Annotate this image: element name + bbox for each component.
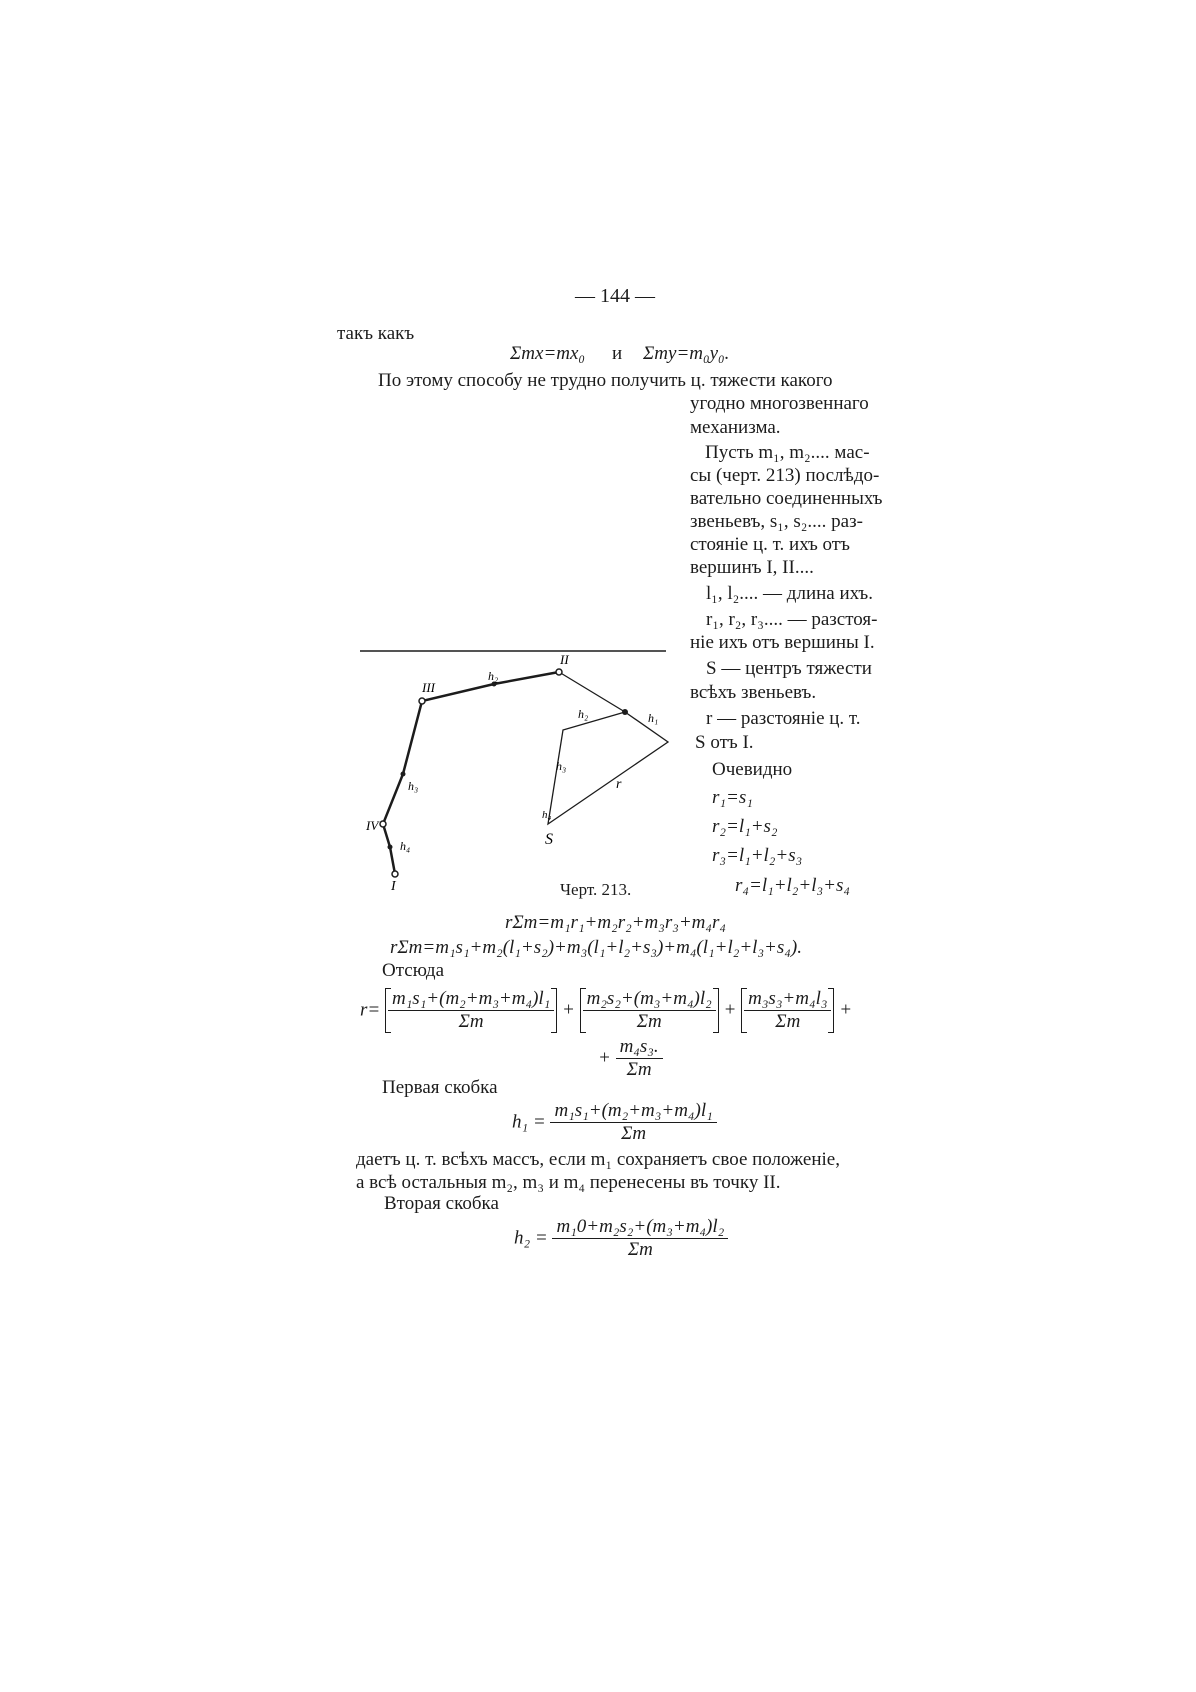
equation-h1-lhs: h₁ = (512, 1111, 546, 1133)
label-h4-inner: h₄ (542, 809, 552, 821)
text-line: Очевидно (712, 759, 793, 780)
label-h4: h₄ (400, 839, 411, 853)
plus-sign: + (839, 999, 853, 1021)
fraction-h2-den: Σm (627, 1239, 653, 1260)
text-line: такъ какъ (337, 323, 415, 344)
label-h2: h₂ (488, 669, 499, 683)
label-h1: h₁ (648, 711, 659, 725)
text-line: l₁, l₂.... — длина ихъ. (706, 583, 873, 604)
mechanism-figure (358, 642, 678, 902)
text-line: r₁, r₂, r₃.... — разстоя- (706, 609, 878, 630)
label-s: S (545, 831, 553, 848)
equation-r-tail (598, 1036, 663, 1081)
equation-r (360, 988, 852, 1033)
fraction-1-den: Σm (458, 1011, 484, 1032)
fraction-3-den: Σm (775, 1011, 801, 1032)
equation-h1 (512, 1100, 717, 1145)
text-line: вательно соединенныхъ (690, 488, 883, 509)
fraction-h1-den: Σm (621, 1123, 647, 1144)
equation-r4: r₄=l₁+l₂+l₃+s₄ (735, 875, 850, 896)
fraction-2 (583, 988, 716, 1033)
fraction-4-num: m₄s₃. (616, 1036, 663, 1059)
fraction-h2 (552, 1216, 728, 1261)
fraction-h2-num: m₁0+m₂s₂+(m₃+m₄)l₂ (552, 1216, 728, 1239)
label-h2-inner: h₂ (578, 707, 589, 721)
text-and: и (612, 343, 623, 364)
text-line: даетъ ц. т. всѣхъ массъ, если m₁ сохраняетъ свое положенiе, (356, 1149, 840, 1170)
text-line: Вторая скобка (384, 1193, 499, 1214)
text-line: а всѣ остальныя m₂, m₃ и m₄ перенесены въ точку II. (356, 1172, 781, 1193)
equation-r3: r₃=l₁+l₂+s₃ (712, 845, 803, 866)
text-line: S — центръ тяжести (706, 658, 872, 679)
fraction-4-den: Σm (626, 1059, 652, 1080)
equation-h2-lhs: h₂ = (514, 1227, 548, 1249)
text-line: Первая скобка (382, 1077, 498, 1098)
text-line: стоянiе ц. т. ихъ отъ (690, 534, 850, 555)
bracket-2 (580, 988, 719, 1033)
text-line: сы (черт. 213) послѣдо- (690, 465, 880, 486)
label-h3-inner: h₃ (556, 759, 567, 773)
equation-sum-mx: Σmx=mx₀ (510, 343, 586, 364)
text-line: нiе ихъ отъ вершины I. (690, 632, 875, 653)
equation-r-lhs: r= (360, 999, 381, 1021)
text-line: механизма. (690, 417, 781, 438)
equation-r-sum-m-expanded: rΣm=m₁s₁+m₂(l₁+s₂)+m₃(l₁+l₂+s₃)+m₄(l₁+l₂+l₃+s₄). (390, 937, 802, 958)
plus-sign: + (562, 999, 575, 1021)
plus-sign: + (723, 999, 737, 1021)
text-line: S отъ I. (695, 732, 754, 753)
fraction-3 (744, 988, 831, 1033)
fraction-h1-num: m₁s₁+(m₂+m₃+m₄)l₁ (550, 1100, 716, 1123)
text-line: всѣхъ звеньевъ. (690, 682, 817, 703)
fraction-4 (616, 1036, 663, 1081)
text-line: По этому способу не трудно получить ц. тяжести какого (378, 370, 833, 391)
plus-sign: + (598, 1047, 611, 1069)
equation-r1: r₁=s₁ (712, 787, 753, 808)
fraction-3-num: m₃s₃+m₄l₃ (744, 988, 831, 1011)
text-line: r — разстоянiе ц. т. (706, 708, 861, 729)
fraction-1-num: m₁s₁+(m₂+m₃+m₄)l₁ (388, 988, 554, 1011)
equation-h2 (514, 1216, 728, 1261)
bracket-1 (385, 988, 557, 1033)
text-line: звеньевъ, s₁, s₂.... раз- (690, 511, 863, 532)
fraction-1 (388, 988, 554, 1033)
label-vertex-ii: II (560, 652, 569, 667)
label-r: r (616, 777, 622, 792)
fraction-2-den: Σm (636, 1011, 662, 1032)
label-vertex-i: I (391, 879, 396, 894)
label-h3: h₃ (408, 779, 419, 793)
text-line: вершинъ I, II.... (690, 557, 814, 578)
label-vertex-iv: IV (366, 818, 379, 833)
text-line: Отсюда (382, 960, 445, 981)
fraction-h1 (550, 1100, 716, 1145)
text-line: Пусть m₁, m₂.... мас- (705, 442, 870, 463)
figure-caption: Черт. 213. (560, 880, 632, 899)
page-number: — 144 — (575, 285, 655, 307)
bracket-3 (741, 988, 834, 1033)
fraction-2-num: m₂s₂+(m₃+m₄)l₂ (583, 988, 716, 1011)
equation-sum-my: Σmy=m₀y₀. (643, 343, 730, 364)
label-vertex-iii: III (422, 680, 435, 695)
text-line: угодно многозвеннаго (690, 393, 869, 414)
equation-r-sum-m: rΣm=m₁r₁+m₂r₂+m₃r₃+m₄r₄ (505, 912, 726, 933)
equation-r2: r₂=l₁+s₂ (712, 816, 778, 837)
